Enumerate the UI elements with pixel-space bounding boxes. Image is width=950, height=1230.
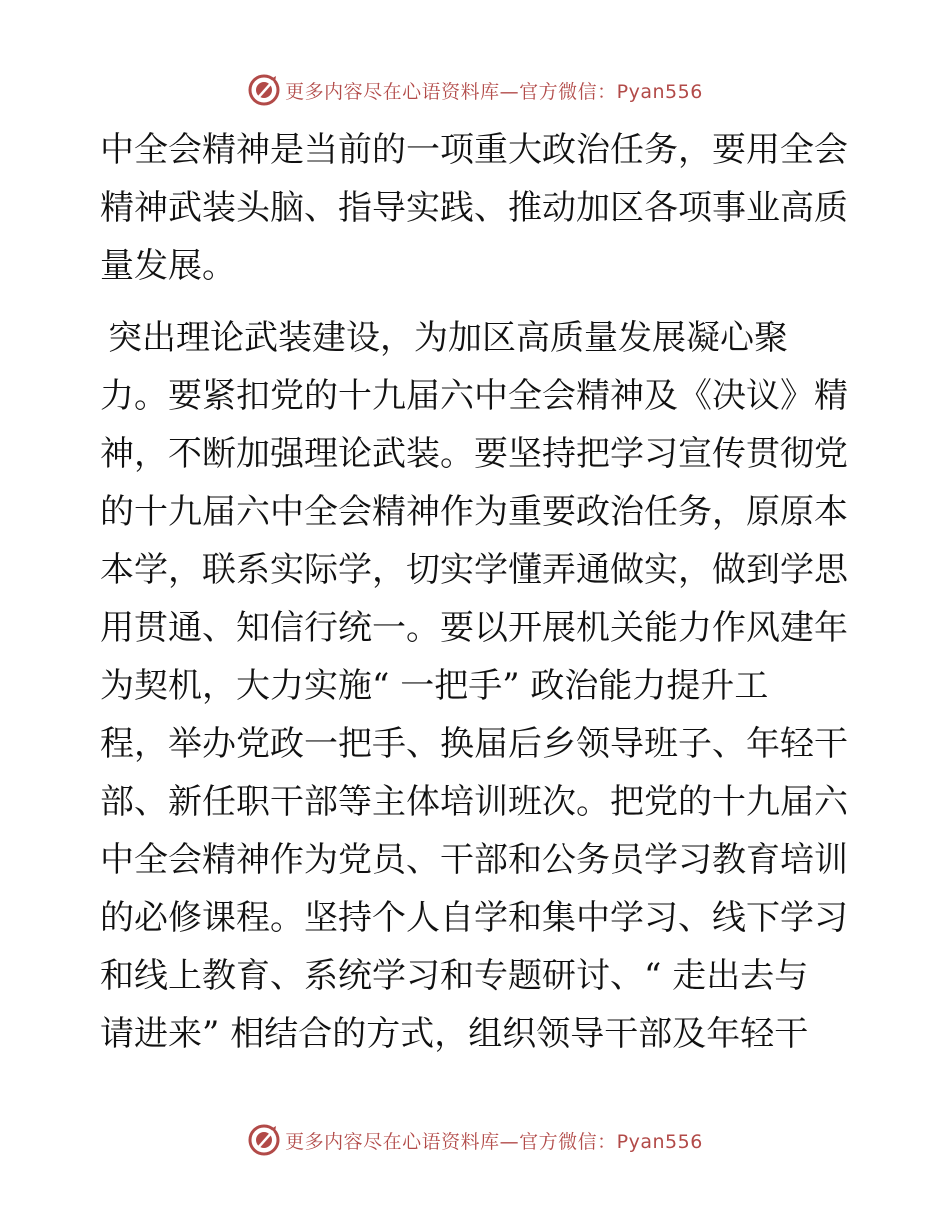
paragraph-1 (100, 121, 860, 295)
text-line: 力。要紧扣党的十九届六中全会精神及《决议》精 (100, 376, 848, 416)
text-line: 中全会精神是当前的一项重大政治任务，要用全会 (100, 130, 848, 170)
text-line: 量发展。 (100, 246, 236, 286)
text-line: 用贯通、知信行统一。要以开展机关能力作风建年 (100, 608, 848, 648)
paragraph-2 (100, 309, 860, 1063)
text-line: 神，不断加强理论武装。要坚持把学习宣传贯彻党 (100, 434, 848, 474)
text-line: 程，举办党政一把手、换届后乡领导班子、年轻干 (100, 724, 848, 764)
text-line: 精神武装头脑、指导实践、推动加区各项事业高质 (100, 188, 848, 228)
text-line: 突出理论武装建设，为加区高质量发展凝心聚 (108, 318, 788, 358)
text-line: 中全会精神作为党员、干部和公务员学习教育培训 (100, 840, 848, 880)
paragraph-gap (100, 295, 860, 309)
text-line: 为契机，大力实施“ 一把手” 政治能力提升工 (100, 666, 769, 706)
text-line: 本学，联系实际学，切实学懂弄通做实，做到学思 (100, 550, 848, 590)
ink-pen-seal-icon (247, 73, 281, 107)
watermark-text: 更多内容尽在心语资料库—官方微信：Pyan556 (285, 1130, 703, 1153)
text-line: 的十九届六中全会精神作为重要政治任务，原原本 (100, 492, 848, 532)
text-line: 部、新任职干部等主体培训班次。把党的十九届六 (100, 782, 848, 822)
footer-watermark (0, 1120, 950, 1160)
watermark-text: 更多内容尽在心语资料库—官方微信：Pyan556 (285, 80, 703, 103)
text-line: 和线上教育、系统学习和专题研讨、“ 走出去与 (100, 956, 809, 996)
text-line: 请进来” 相结合的方式，组织领导干部及年轻干 (100, 1014, 809, 1054)
text-line: 的必修课程。坚持个人自学和集中学习、线下学习 (100, 898, 848, 938)
ink-pen-seal-icon (247, 1123, 281, 1157)
header-watermark (0, 70, 950, 110)
document-body (100, 121, 860, 1063)
